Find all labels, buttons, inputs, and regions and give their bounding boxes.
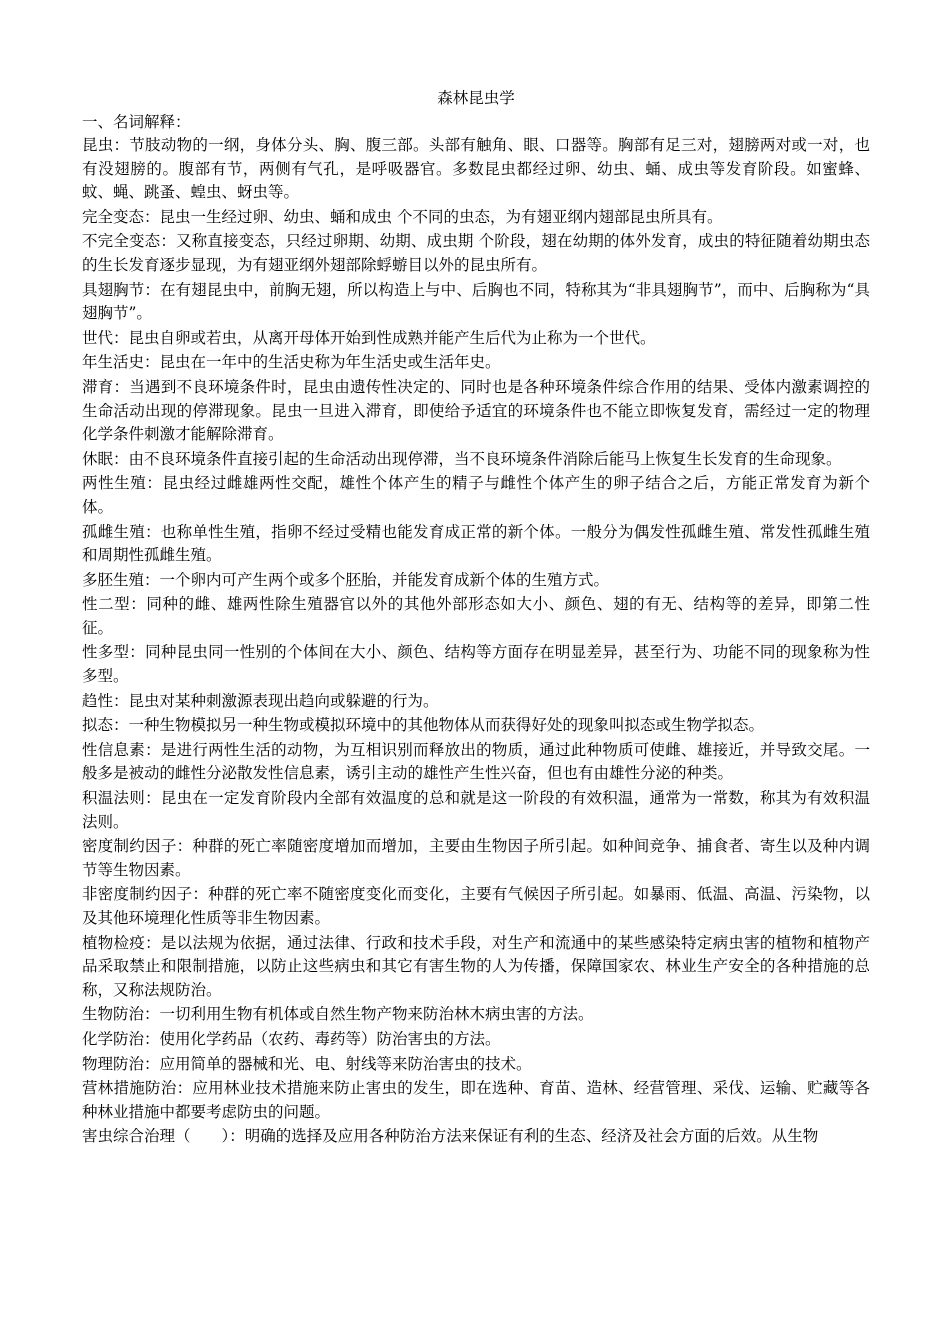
glossary-term: 趋性 <box>82 691 114 710</box>
glossary-term: 物理防治 <box>82 1054 145 1073</box>
glossary-term: 化学防治 <box>82 1029 145 1048</box>
glossary-term: 多胚生殖 <box>82 570 145 589</box>
term-separator: ： <box>144 280 160 299</box>
term-separator: ： <box>144 1005 160 1024</box>
glossary-definition: 昆虫对某种刺激源表现出趋向或躲避的行为。 <box>128 691 439 710</box>
glossary-term: 世代 <box>82 328 114 347</box>
glossary-term: 积温法则 <box>82 789 146 808</box>
glossary-entry <box>82 521 870 568</box>
glossary-definition: 应用林业技术措施来防止害虫的发生，即在选种、育苗、造林、经营管理、采伐、运输、贮藏等各种林业措施中都要考虑防虫的问题。 <box>82 1079 870 1121</box>
glossary-term: 具翅胸节 <box>82 280 145 299</box>
glossary-list <box>82 134 870 1149</box>
glossary-term: 孤雌生殖 <box>82 522 146 541</box>
glossary-term: 昆虫 <box>82 136 114 154</box>
glossary-entry <box>82 279 870 326</box>
term-separator: ： <box>113 328 129 347</box>
glossary-term: 密度制约因子 <box>82 837 177 856</box>
term-separator: ： <box>229 1127 245 1146</box>
glossary-term: 性信息素 <box>82 740 146 759</box>
glossary-term: 不完全变态 <box>82 232 161 251</box>
glossary-definition: 种群的死亡率随密度增加而增加，主要由生物因子所引起。如种间竞争、捕食者、寄生以及种内调节等生物因素。 <box>82 837 870 879</box>
glossary-definition: 当遇到不良环境条件时，昆虫由遗传性决定的、同时也是各种环境条件综合作用的结果、受体内激素调控的生命活动出现的停滞现象。昆虫一旦进入滞育，即使给予适宜的环境条件也不能立即恢复发育，需经过一定的物理化学条件刺激才能解除滞育。 <box>82 377 870 444</box>
glossary-term: 非密度制约因子 <box>82 885 193 904</box>
glossary-entry <box>82 739 870 786</box>
glossary-entry <box>82 569 870 593</box>
term-separator: ： <box>144 1054 160 1073</box>
term-separator: ： <box>144 570 160 589</box>
glossary-definition: 昆虫在一定发育阶段内全部有效温度的总和就是这一阶段的有效积温，通常为一常数，称其为有效积温法则。 <box>82 789 870 831</box>
glossary-entry <box>82 351 870 375</box>
term-separator: ： <box>176 837 193 856</box>
glossary-term: 两性生殖 <box>82 474 147 493</box>
term-separator: ： <box>176 1079 193 1098</box>
glossary-term: 植物检疫 <box>82 933 146 952</box>
glossary-definition: 昆虫经过雌雄两性交配，雄性个体产生的精子与雌性个体产生的卵子结合之后，方能正常发育为新个体。 <box>82 474 870 516</box>
term-separator: ： <box>160 232 176 251</box>
term-separator: ： <box>145 740 161 759</box>
glossary-entry <box>82 1028 870 1052</box>
glossary-entry <box>82 641 870 688</box>
glossary-definition: 昆虫一生经过卵、幼虫、蛹和成虫 个不同的虫态，为有翅亚纲内翅部昆虫所具有。 <box>159 207 723 226</box>
glossary-entry <box>82 835 870 882</box>
glossary-entry <box>82 448 870 472</box>
term-separator: ： <box>113 716 129 735</box>
glossary-entry <box>82 472 870 519</box>
term-separator: ： <box>144 353 160 372</box>
term-separator: ： <box>146 474 163 493</box>
glossary-entry <box>82 787 870 834</box>
glossary-definition: 种群的死亡率不随密度变化而变化，主要有气候因子所引起。如暴雨、低温、高温、污染物，以及其他环境理化性质等非生物因素。 <box>82 885 870 927</box>
glossary-term: 害虫综合治理（ ） <box>82 1127 230 1146</box>
term-separator: ： <box>144 207 160 226</box>
glossary-entry <box>82 593 870 640</box>
term-separator: ： <box>129 643 146 662</box>
glossary-term: 完全变态 <box>82 207 145 226</box>
glossary-entry <box>82 230 870 277</box>
glossary-entry <box>82 932 870 1003</box>
glossary-term: 生物防治 <box>82 1005 145 1024</box>
glossary-entry <box>82 327 870 351</box>
glossary-entry <box>82 714 870 738</box>
glossary-definition: 一个卵内可产生两个或多个胚胎，并能发育成新个体的生殖方式。 <box>159 570 610 589</box>
glossary-definition: 昆虫在一年中的生活史称为年生活史或生活年史。 <box>159 353 501 372</box>
term-separator: ： <box>192 885 209 904</box>
term-separator: ： <box>113 136 130 154</box>
term-separator: ： <box>113 691 129 710</box>
glossary-entry <box>82 134 870 205</box>
glossary-term: 滞育 <box>82 377 114 396</box>
term-separator: ： <box>144 1029 160 1048</box>
glossary-entry <box>82 1125 870 1149</box>
term-separator: ： <box>145 522 161 541</box>
glossary-definition: 节肢动物的一纲，身体分头、胸、腹三部。头部有触角、眼、口器等。胸部有足三对，翅膀两对或一对，也有没翅膀的。腹部有节，两侧有气孔，是呼吸器官。多数昆虫都经过卵、幼虫、蛹、成虫等发育阶段。如蜜蜂、蚊、蝇、跳蚤、蝗虫、蚜虫等。 <box>82 136 870 202</box>
glossary-entry <box>82 690 870 714</box>
document-title: 森林昆虫学 <box>437 89 515 107</box>
term-separator: ： <box>130 595 147 614</box>
glossary-term: 性多型 <box>82 643 130 662</box>
glossary-definition: 又称直接变态，只经过卵期、幼期、成虫期 个阶段，翅在幼期的体外发育，成虫的特征随着幼期虫态的生长发育逐步显现，为有翅亚纲外翅部除蜉蝣目以外的昆虫所有。 <box>82 232 870 274</box>
glossary-entry <box>82 1003 870 1027</box>
glossary-definition: 同种昆虫同一性别的个体间在大小、颜色、结构等方面存在明显差异，甚至行为、功能不同的现象称为性多型。 <box>82 643 870 686</box>
term-separator: ： <box>113 377 130 396</box>
glossary-definition: 使用化学药品（农药、毒药等）防治害虫的方法。 <box>159 1029 501 1048</box>
glossary-definition: 是以法规为依据，通过法律、行政和技术手段，对生产和流通中的某些感染特定病虫害的植物和植物产品采取禁止和限制措施，以防止这些病虫和其它有害生物的人为传播，保障国家农、林业生产安全的各种措施的总称，又称法规防治。 <box>82 933 870 999</box>
glossary-entry <box>82 1077 870 1124</box>
glossary-definition: 在有翅昆虫中，前胸无翅，所以构造上与中、后胸也不同，特称其为“非具翅胸节”，而中、后胸称为“具翅胸节”。 <box>82 280 870 323</box>
glossary-definition: 一切利用生物有机体或自然生物产物来防治林木病虫害的方法。 <box>159 1005 594 1024</box>
glossary-term: 拟态 <box>82 716 114 735</box>
glossary-entry <box>82 1053 870 1077</box>
glossary-definition: 一种生物模拟另一种生物或模拟环境中的其他物体从而获得好处的现象叫拟态或生物学拟态。 <box>128 716 765 735</box>
term-separator: ： <box>113 449 129 468</box>
glossary-entry <box>82 206 870 230</box>
glossary-entry <box>82 883 870 930</box>
glossary-definition: 昆虫自卵或若虫，从离开母体开始到性成熟并能产生后代为止称为一个世代。 <box>128 328 656 347</box>
glossary-entry <box>82 376 870 447</box>
glossary-term: 年生活史 <box>82 353 145 372</box>
term-separator: ： <box>145 933 161 952</box>
glossary-definition: 明确的选择及应用各种防治方法来保证有利的生态、经济及社会方面的后效。从生物 <box>244 1127 819 1146</box>
glossary-definition: 由不良环境条件直接引起的生命活动出现停滞，当不良环境条件消除后能马上恢复生长发育的生命现象。 <box>128 449 842 468</box>
glossary-definition: 同种的雌、雄两性除生殖器官以外的其他外部形态如大小、颜色、翅的有无、结构等的差异，即第二性征。 <box>82 595 870 637</box>
glossary-term: 营林措施防治 <box>82 1079 177 1098</box>
glossary-definition: 应用简单的器械和光、电、射线等来防治害虫的技术。 <box>159 1054 532 1073</box>
glossary-definition: 是进行两性生活的动物，为互相识别而释放出的物质，通过此种物质可使雌、雄接近，并导致交尾。一般多是被动的雌性分泌散发性信息素，诱引主动的雄性产生性兴奋，但也有由雄性分泌的种类。 <box>82 740 870 783</box>
glossary-term: 休眠 <box>82 449 114 468</box>
term-separator: ： <box>145 789 161 808</box>
glossary-term: 性二型 <box>82 595 131 614</box>
glossary-definition: 也称单性生殖，指卵不经过受精也能发育成正常的新个体。一般分为偶发性孤雌生殖、常发性孤雌生殖和周期性孤雌生殖。 <box>82 522 870 565</box>
section-heading: 一、名词解释： <box>82 113 191 131</box>
